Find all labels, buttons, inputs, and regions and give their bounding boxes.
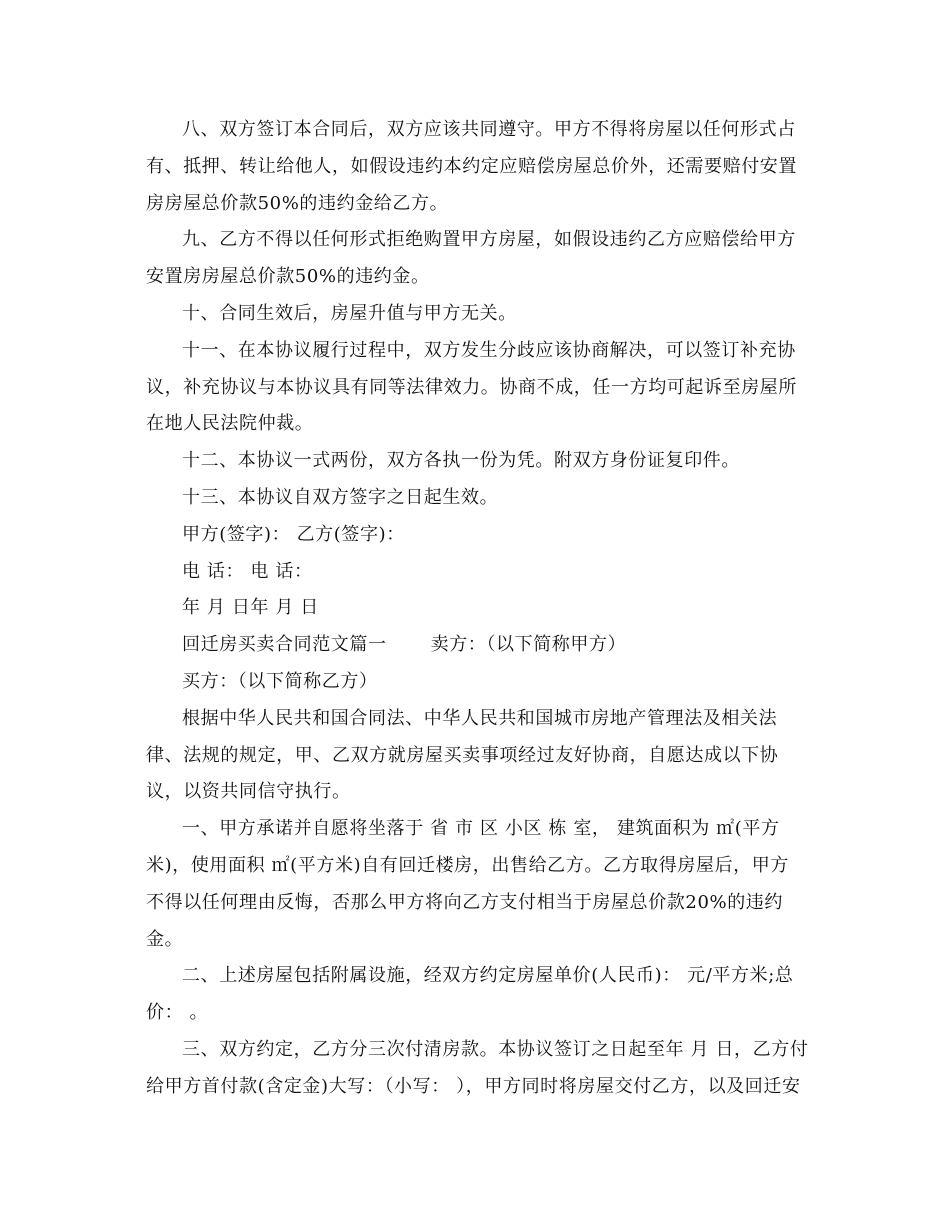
paragraph-8-line-1: 八、双方签订本合同后，双方应该共同遵守。甲方不得将房屋以任何形式占 (182, 119, 796, 140)
buyer-label: 买方：（以下简称乙方） (182, 670, 378, 692)
paragraph-8-line-2: 有、抵押、转让给他人，如假设违约本约定应赔偿房屋总价外，还需要赔付安置 (146, 155, 797, 177)
date-line: 年 月 日年 月 日 (182, 597, 319, 619)
paragraph-12-line-1: 十二、本协议一式两份，双方各执一份为凭。附双方身份证复印件。 (182, 450, 740, 472)
clause-1-line-2: 米)，使用面积 ㎡(平方米)自有回迁楼房，出售给乙方。乙方取得房屋后，甲方 (146, 854, 789, 876)
paragraph-11-line-3: 在地人民法院仲裁。 (146, 413, 314, 435)
clause-1-line-1: 一、甲方承诺并自愿将坐落于 省 市 区 小区 栋 室， 建筑面积为 ㎡(平方 (182, 818, 780, 840)
intro-line-3: 议，以资共同信守执行。 (146, 781, 351, 803)
clause-2-line-2: 价： 。 (146, 1002, 209, 1024)
paragraph-13-line-1: 十三、本协议自双方签字之日起生效。 (182, 486, 499, 508)
contract-heading-line (146, 627, 810, 664)
paragraph-9-line-1: 九、乙方不得以任何形式拒绝购置甲方房屋，如假设违约乙方应赔偿给甲方 (182, 229, 796, 251)
intro-line-1: 根据中华人民共和国合同法、中华人民共和国城市房地产管理法及相关法 (182, 707, 778, 729)
paragraph-10-line-1: 十、合同生效后，房屋升值与甲方无关。 (182, 302, 517, 324)
clause-2-line-1: 二、上述房屋包括附属设施，经双方约定房屋单价(人民币)： 元/平方米;总 (182, 965, 794, 987)
clause-3-line-2: 给甲方首付款(含定金)大写：（小写： ），甲方同时将房屋交付乙方，以及回迁安 (146, 1075, 801, 1097)
signature-line: 甲方(签字)： 乙方(签字)： (182, 523, 405, 545)
intro-line-2: 律、法规的规定，甲、乙双方就房屋买卖事项经过友好协商，自愿达成以下协 (146, 744, 779, 766)
clause-1-line-4: 金。 (146, 928, 184, 950)
document-page (146, 112, 810, 1106)
paragraph-11-line-1: 十一、在本协议履行过程中，双方发生分歧应该协商解决，可以签订补充协 (182, 339, 796, 361)
clause-3-line-1: 三、双方约定，乙方分三次付清房款。本协议签订之日起至年 月 日，乙方付 (182, 1038, 809, 1060)
contract-title: 回迁房买卖合同范文篇一 (182, 634, 387, 656)
paragraph-11-line-2: 议，补充协议与本协议具有同等法律效力。协商不成，任一方均可起诉至房屋所 (146, 376, 797, 398)
paragraph-9-line-2: 安置房房屋总价款50%的违约金。 (146, 266, 430, 288)
telephone-line: 电 话： 电 话： (182, 560, 313, 582)
clause-1-line-3: 不得以任何理由反悔，否那么甲方将向乙方支付相当于房屋总价款20%的违约 (146, 891, 784, 913)
seller-label: 卖方：（以下简称甲方） (430, 634, 627, 656)
paragraph-8-line-3: 房房屋总价款50%的违约金给乙方。 (146, 192, 449, 214)
